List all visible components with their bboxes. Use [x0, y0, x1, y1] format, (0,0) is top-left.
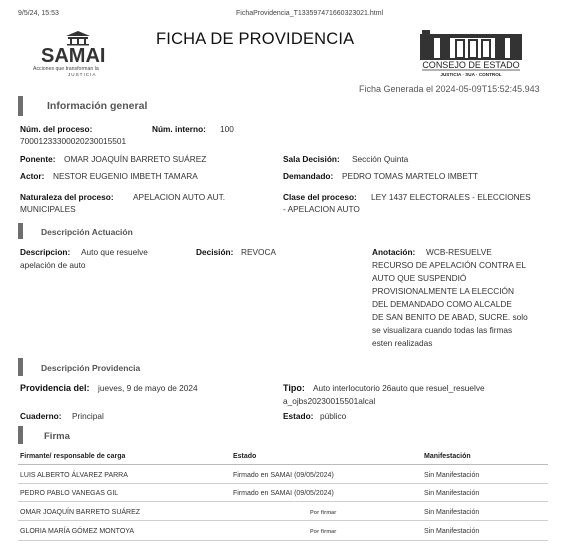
col-header-manifestacion: Manifestación	[424, 453, 471, 460]
col-header-estado: Estado	[233, 453, 257, 460]
tipo-value-line1: Auto interlocutorio 26auto que resuel_resuelve	[313, 383, 485, 393]
sala-value: Sección Quinta	[352, 154, 409, 164]
anotacion-line: RECURSO DE APELACIÓN CONTRA EL	[372, 260, 526, 270]
clase-label: Clase del proceso:	[283, 192, 357, 202]
table-divider	[18, 483, 548, 484]
ponente-label: Ponente:	[20, 154, 56, 164]
descripcion-value-line1: Auto que resuelve	[81, 247, 148, 257]
consejo-name: CONSEJO DE ESTADO	[422, 60, 520, 70]
estado-value: público	[320, 411, 347, 421]
consejo-de-estado-logo	[416, 28, 528, 78]
firma-row-firmante: PEDRO PABLO VANEGAS GIL	[20, 490, 119, 497]
firma-heading: Firma	[44, 431, 70, 442]
descripcion-label: Descripcion:	[20, 247, 71, 257]
section-bar	[18, 223, 23, 239]
firma-row-manifestacion: Sin Manifestación	[424, 509, 480, 516]
estado-label: Estado:	[283, 411, 314, 421]
samai-tagline: Acciones que transforman la	[33, 66, 99, 72]
samai-wordmark: SAMAI	[41, 45, 106, 67]
anotacion-line: PROVISIONALMENTE LA ELECCIÓN	[372, 286, 515, 296]
samai-tagline-2: JUSTICIA	[68, 72, 97, 77]
samai-logo	[28, 30, 128, 78]
actor-label: Actor:	[20, 171, 45, 181]
section-bar	[18, 426, 23, 444]
num-interno-value: 100	[220, 124, 234, 134]
naturaleza-value-line1: APELACION AUTO AUT.	[133, 192, 226, 202]
firma-row-estado-pending: Por firmar	[310, 510, 337, 516]
anotacion-line: AUTO QUE SUSPENDIÓ	[372, 273, 467, 283]
col-header-firmante: Firmante/ responsable de carga	[20, 453, 126, 460]
anotacion-line: DEL DEMANDADO COMO ALCALDE	[372, 299, 512, 309]
sala-label: Sala Decisión:	[283, 154, 340, 164]
providencia-value: jueves, 9 de mayo de 2024	[98, 383, 198, 393]
naturaleza-label: Naturaleza del proceso:	[20, 192, 114, 202]
demandado-label: Demandado:	[283, 171, 334, 181]
generated-timestamp: Ficha Generada el 2024-05-09T15:52:45.943	[359, 84, 540, 94]
providencia-heading: Descripción Providencia	[41, 363, 141, 373]
anotacion-line: se visualizara cuando todas las firmas	[372, 325, 513, 335]
table-divider	[18, 501, 548, 502]
firma-row-firmante: GLORIA MARÍA GÓMEZ MONTOYA	[20, 528, 135, 535]
table-divider	[18, 464, 548, 465]
table-divider	[18, 520, 548, 521]
num-proceso-value: 70001233300020230015501	[20, 136, 127, 146]
tipo-label: Tipo:	[283, 383, 305, 393]
clase-value-line2: - APELACION AUTO	[283, 204, 360, 214]
decision-value: REVOCA	[241, 247, 277, 257]
table-divider	[18, 540, 548, 541]
firma-row-manifestacion: Sin Manifestación	[424, 528, 480, 535]
print-filename: FichaProvidencia_T1335974716603230​21.html	[236, 10, 384, 17]
naturaleza-value-line2: MUNICIPALES	[20, 204, 76, 214]
cuaderno-value: Principal	[72, 411, 104, 421]
firma-row-estado: Firmado en SAMAI (09/05/2024)	[233, 472, 334, 479]
actor-value: NESTOR EUGENIO IMBETH TAMARA	[53, 171, 198, 181]
anotacion-line: WCB-RESUELVE	[426, 247, 492, 257]
actuacion-heading: Descripción Actuación	[41, 227, 133, 237]
consejo-tagline: JUSTICIA · SUA · CONTROL	[440, 72, 502, 77]
firma-row-estado: Firmado en SAMAI (09/05/2024)	[233, 490, 334, 497]
firma-row-firmante: LUIS ALBERTO ÁLVAREZ PARRA	[20, 472, 128, 479]
cuaderno-label: Cuaderno:	[20, 411, 62, 421]
tipo-value-line2: a_ojbs20230015501alcal	[283, 396, 376, 406]
demandado-value: PEDRO TOMAS MARTELO IMBETT	[342, 171, 478, 181]
section-bar	[18, 96, 23, 116]
document-title: FICHA DE PROVIDENCIA	[156, 30, 355, 48]
num-interno-label: Núm. interno:	[152, 124, 206, 134]
anotacion-line: DE SAN BENITO DE ABAD, SUCRE. solo	[372, 312, 528, 322]
section-bar	[18, 358, 23, 376]
providencia-label: Providencia del:	[20, 383, 90, 393]
anotacion-line: esten realizadas	[372, 338, 433, 348]
info-general-heading: Información general	[47, 100, 148, 112]
ponente-value: OMAR JOAQUÍN BARRETO SUÁREZ	[64, 154, 207, 164]
firma-row-manifestacion: Sin Manifestación	[424, 490, 480, 497]
decision-label: Decisión:	[196, 247, 234, 257]
print-datetime: 9/5/24, 15:53	[18, 10, 59, 17]
firma-row-firmante: OMAR JOAQUÍN BARRETO SUÁREZ	[20, 509, 141, 516]
descripcion-value-line2: apelación de auto	[20, 260, 86, 270]
num-proceso-label: Núm. del proceso:	[20, 124, 93, 134]
firma-row-manifestacion: Sin Manifestación	[424, 472, 480, 479]
clase-value-line1: LEY 1437 ELECTORALES - ELECCIONES	[371, 192, 531, 202]
firma-row-estado-pending: Por firmar	[310, 529, 337, 535]
anotacion-label: Anotación:	[372, 247, 416, 257]
